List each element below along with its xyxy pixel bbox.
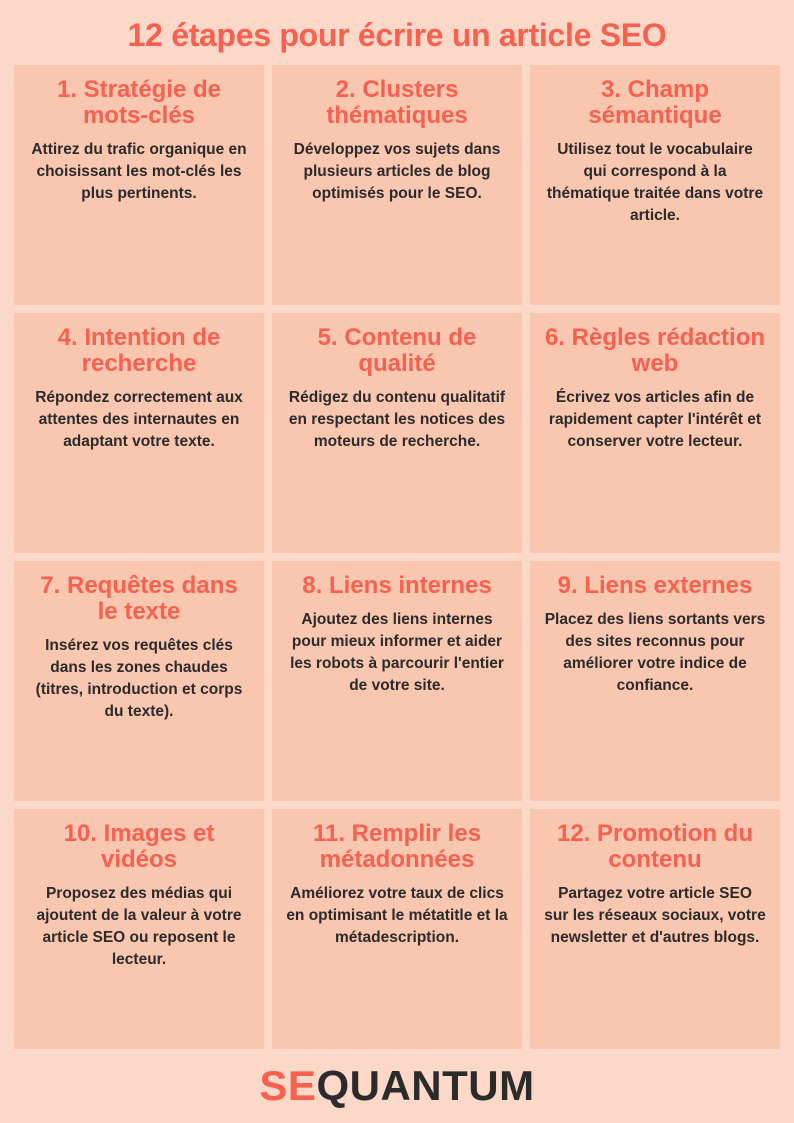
step-title: 8. Liens internes: [302, 572, 492, 600]
step-card-3: [530, 65, 780, 305]
step-title: 11. Remplir les métadonnées: [312, 820, 482, 873]
step-text: Améliorez votre taux de clics en optimisant le métatitle et la métadescription.: [286, 884, 508, 946]
step-text: Rédigez du contenu qualitatif en respectant les notices des moteurs de recherche.: [288, 388, 506, 450]
step-card-4: [14, 313, 264, 553]
step-text: Développez vos sujets dans plusieurs articles de blog optimisés pour le SEO.: [293, 141, 501, 202]
seoquantum-logo: [259, 1062, 534, 1110]
step-text: Placez des liens sortants vers des sites reconnus pour améliorer votre indice de confiance.: [544, 611, 766, 694]
step-card-6: [530, 313, 780, 553]
step-card-8: [272, 561, 522, 801]
step-card-7: [14, 561, 264, 801]
step-title: 5. Contenu de qualité: [317, 324, 477, 378]
step-text: Utilisez tout le vocabulaire qui correspond à la thématique traitée dans votre article.: [546, 141, 764, 224]
step-card-2: [272, 65, 522, 305]
step-card-1: [14, 65, 264, 305]
step-text: Ajoutez des liens internes pour mieux informer et aider les robots à parcourir l'entier de votre site.: [290, 611, 504, 694]
step-title: 2. Clusters thématiques: [326, 76, 468, 130]
step-text: Écrivez vos articles afin de rapidement capter l'intérêt et conserver votre lecteur.: [548, 388, 762, 450]
step-card-11: [272, 809, 522, 1049]
step-text: Partagez votre article SEO sur les réseaux sociaux, votre newsletter et d'autres blogs.: [544, 884, 766, 946]
logo-text-uantum: UANTUM: [349, 1062, 535, 1109]
logo-text-seo: SE: [259, 1062, 317, 1109]
logo-text-q: Q: [316, 1062, 350, 1109]
step-title: 3. Champ sémantique: [588, 76, 722, 130]
page-title: 12 étapes pour écrire un article SEO: [127, 17, 667, 53]
step-title: 9. Liens externes: [557, 572, 753, 600]
step-title: 10. Images et vidéos: [63, 820, 215, 873]
step-text: Proposez des médias qui ajoutent de la valeur à votre article SEO ou reposent le lecteur.: [36, 884, 242, 968]
step-card-10: [14, 809, 264, 1049]
step-title: 4. Intention de recherche: [57, 324, 221, 378]
step-card-12: [530, 809, 780, 1049]
step-card-9: [530, 561, 780, 801]
step-text: Insérez vos requêtes clés dans les zones chaudes (titres, introduction et corps du texte).: [35, 636, 243, 720]
step-text: Répondez correctement aux attentes des internautes en adaptant votre texte.: [35, 388, 243, 450]
step-title: 12. Promotion du contenu: [556, 820, 753, 873]
step-title: 1. Stratégie de mots-clés: [56, 76, 222, 130]
footer: [14, 1049, 780, 1123]
step-title: 6. Règles rédaction web: [544, 324, 766, 378]
step-card-5: [272, 313, 522, 553]
step-text: Attirez du trafic organique en choisissant les mot-clés les plus pertinents.: [31, 141, 247, 202]
steps-grid: [14, 65, 780, 1049]
step-title: 7. Requêtes dans le texte: [40, 572, 238, 625]
